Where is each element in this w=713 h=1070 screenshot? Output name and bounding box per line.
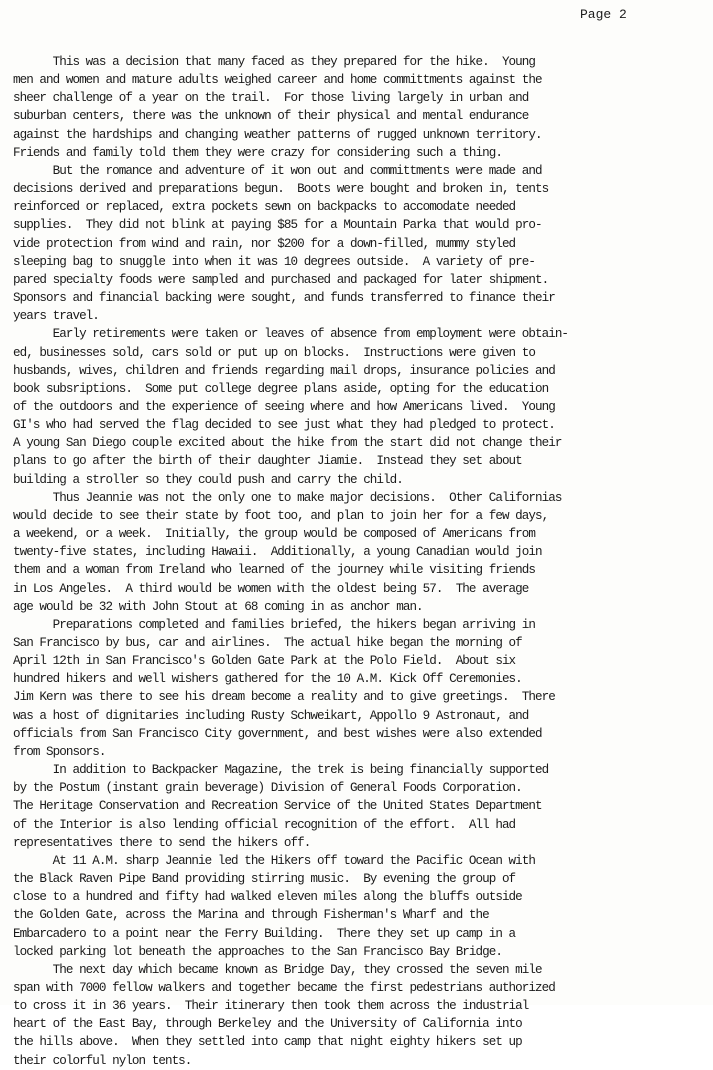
text-line: to cross it in 36 years. Their itinerary then took them across the industrial	[13, 999, 529, 1014]
text-line: decisions derived and preparations begun. Boots were bought and broken in, tents	[13, 182, 549, 197]
text-line: the hills above. When they settled into camp that night eighty hikers set up	[13, 1035, 522, 1050]
text-line: GI's who had served the flag decided to see just what they had pledged to protect.	[13, 418, 555, 433]
text-line: Embarcadero to a point near the Ferry Building. There they set up camp in a	[13, 926, 516, 941]
text-line: representatives there to send the hikers off.	[13, 835, 311, 850]
text-line: the Golden Gate, across the Marina and through Fisherman's Wharf and the	[13, 908, 489, 923]
text-line: book subsriptions. Some put college degree plans aside, opting for the education	[13, 381, 549, 396]
text-line: sleeping bag to snuggle into when it was 10 degrees outside. A variety of pre-	[13, 254, 535, 269]
text-line: The Heritage Conservation and Recreation Service of the United States Department	[13, 799, 542, 814]
text-line: them and a woman from Ireland who learned of the journey while visiting friends	[13, 563, 535, 578]
text-line: twenty-five states, including Hawaii. Additionally, a young Canadian would join	[13, 545, 542, 560]
text-line: April 12th in San Francisco's Golden Gate Park at the Polo Field. About six	[13, 654, 516, 669]
text-line: in Los Angeles. A third would be women with the oldest being 57. The average	[13, 581, 529, 596]
text-line: close to a hundred and fifty had walked eleven miles along the bluffs outside	[13, 890, 522, 905]
text-line: men and women and mature adults weighed career and home committments against the	[13, 73, 542, 88]
text-line: supplies. They did not blink at paying $85 for a Mountain Parka that would pro-	[13, 218, 542, 233]
text-line: In addition to Backpacker Magazine, the trek is being financially supported	[13, 763, 549, 778]
text-line: A young San Diego couple excited about the hike from the start did not change their	[13, 436, 562, 451]
text-line: Thus Jeannie was not the only one to make major decisions. Other Californias	[13, 490, 562, 505]
text-line: At 11 A.M. sharp Jeannie led the Hikers off toward the Pacific Ocean with	[13, 853, 535, 868]
text-line: of the outdoors and the experience of seeing where and how Americans lived. Young	[13, 399, 555, 414]
text-line: pared specialty foods were sampled and purchased and packaged for later shipment.	[13, 272, 549, 287]
text-line: age would be 32 with John Stout at 68 coming in as anchor man.	[13, 599, 423, 614]
paragraph	[13, 961, 713, 1070]
text-line: building a stroller so they could push and carry the child.	[13, 472, 403, 487]
page-number: Page 2	[580, 7, 627, 22]
text-line: The next day which became known as Bridge Day, they crossed the seven mile	[13, 962, 542, 977]
text-line: a weekend, or a week. Initially, the group would be composed of Americans from	[13, 527, 535, 542]
text-line: heart of the East Bay, through Berkeley and the University of California into	[13, 1017, 522, 1032]
paragraph	[13, 761, 713, 852]
text-line: But the romance and adventure of it won out and committments were made and	[13, 163, 542, 178]
text-line: ed, businesses sold, cars sold or put up on blocks. Instructions were given to	[13, 345, 535, 360]
paragraph	[13, 53, 713, 162]
text-line: by the Postum (instant grain beverage) Division of General Foods Corporation.	[13, 781, 522, 796]
text-line: would decide to see their state by foot too, and plan to join her for a few days,	[13, 508, 549, 523]
text-line: vide protection from wind and rain, nor $200 for a down-filled, mummy styled	[13, 236, 516, 251]
text-line: hundred hikers and well wishers gathered for the 10 A.M. Kick Off Ceremonies.	[13, 672, 522, 687]
text-line: was a host of dignitaries including Rusty Schweikart, Appollo 9 Astronaut, and	[13, 708, 529, 723]
text-line: husbands, wives, children and friends regarding mail drops, insurance policies and	[13, 363, 555, 378]
text-line: their colorful nylon tents.	[13, 1053, 192, 1068]
text-line: Early retirements were taken or leaves of absence from employment were obtain-	[13, 327, 569, 342]
text-line: Preparations completed and families briefed, the hikers began arriving in	[13, 617, 535, 632]
text-line: of the Interior is also lending official recognition of the effort. All had	[13, 817, 516, 832]
text-line: San Francisco by bus, car and airlines. The actual hike began the morning of	[13, 636, 522, 650]
paragraph	[13, 616, 713, 761]
text-line: years travel.	[13, 309, 99, 324]
article-body	[13, 53, 713, 1070]
text-line: sheer challenge of a year on the trail. For those living largely in urban and	[13, 91, 529, 106]
text-line: locked parking lot beneath the approaches to the San Francisco Bay Bridge.	[13, 944, 502, 959]
text-line: Sponsors and financial backing were sought, and funds transferred to finance their	[13, 291, 555, 306]
text-line: span with 7000 fellow walkers and together became the first pedestrians authorized	[13, 980, 555, 995]
text-line: suburban centers, there was the unknown of their physical and mental endurance	[13, 109, 529, 124]
text-line: plans to go after the birth of their daughter Jiamie. Instead they set about	[13, 454, 522, 469]
text-line: Jim Kern was there to see his dream become a reality and to give greetings. There	[13, 690, 555, 705]
text-line: This was a decision that many faced as they prepared for the hike. Young	[13, 55, 535, 69]
paragraph	[13, 489, 713, 616]
paragraph	[13, 325, 713, 488]
text-line: Friends and family told them they were crazy for considering such a thing.	[13, 145, 502, 160]
text-line: from Sponsors.	[13, 744, 106, 759]
text-line: officials from San Francisco City government, and best wishes were also extended	[13, 726, 542, 741]
paragraph	[13, 852, 713, 961]
text-line: the Black Raven Pipe Band providing stirring music. By evening the group of	[13, 872, 516, 887]
text-line: against the hardships and changing weather patterns of rugged unknown territory.	[13, 127, 542, 142]
paragraph	[13, 162, 713, 325]
text-line: reinforced or replaced, extra pockets sewn on backpacks to accomodate needed	[13, 200, 516, 215]
